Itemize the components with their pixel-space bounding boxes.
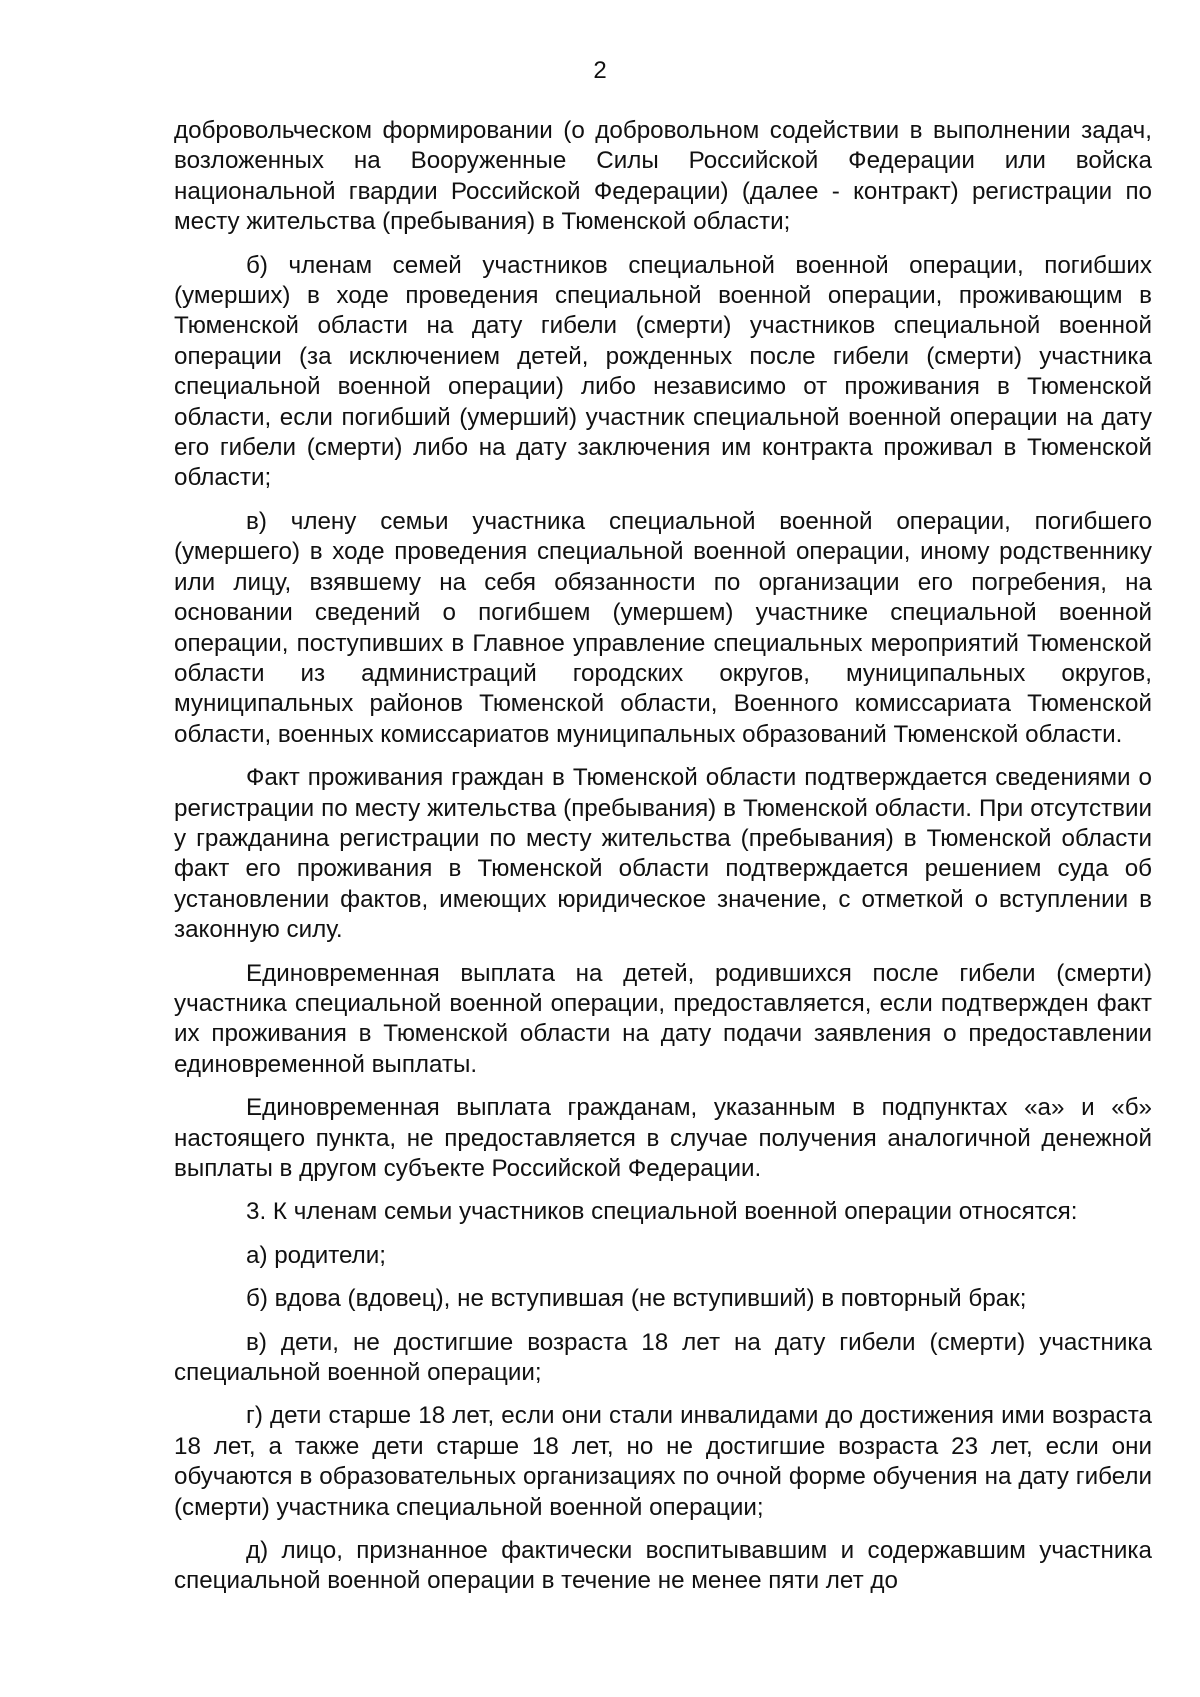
paragraph-family-v: в) дети, не достигшие возраста 18 лет на дату гибели (смерти) участника специальной военной операции; bbox=[174, 1328, 1152, 1387]
paragraph-family-d: д) лицо, признанное фактически воспитывавшим и содержавшим участника специальной военной операции в течение не менее пяти лет до bbox=[174, 1537, 1152, 1595]
paragraph-family-b: б) вдова (вдовец), не вступившая (не вступивший) в повторный брак; bbox=[246, 1285, 1027, 1313]
document-body bbox=[174, 116, 1152, 1610]
paragraph-family-g: г) дети старше 18 лет, если они стали инвалидами до достижения ими возраста 18 лет, а также дети старше 18 лет, но не достигшие возраста 23 лет, если они обучаются в образовательных организациях по очной форме обучения на дату гибели (смерти) участника специальной военной операции; bbox=[174, 1402, 1152, 1521]
page-number: 2 bbox=[593, 57, 607, 84]
paragraph-children-payment: Единовременная выплата на детей, родившихся после гибели (смерти) участника специальной военной операции, предоставляется, если подтвержден факт их проживания в Тюменской области на дату подачи заявления о предоставлении единовременной выплаты. bbox=[174, 959, 1152, 1078]
paragraph-family-a: а) родители; bbox=[246, 1241, 387, 1269]
paragraph-item-v: в) члену семьи участника специальной военной операции, погибшего (умершего) в ходе проведения специальной военной операции, иному родственнику или лицу, взявшему на себя обязанности по организации его погребения, на основании сведений о погибшем (умершем) участнике специальной военной операции, поступивших в Главное управление специальных мероприятий Тюменской области из администраций городских округов, муниципальных округов, муниципальных районов Тюменской области, Военного комиссариата Тюменской области, военных комиссариатов муниципальных образований Тюменской области. bbox=[174, 507, 1152, 748]
paragraph-continuation: добровольческом формировании (о добровольном содействии в выполнении задач, возложенных на Вооруженные Силы Российской Федерации или войска национальной гвардии Российской Федерации) (далее - контракт) регистрации по месту жительства (пребывания) в Тюменской области; bbox=[174, 117, 1152, 236]
paragraph-residence-fact: Факт проживания граждан в Тюменской области подтверждается сведениями о регистрации по месту жительства (пребывания) в Тюменской области. При отсутствии у гражданина регистрации по месту жительства (пребывания) в Тюменской области факт его проживания в Тюменской области подтверждается решением суда об установлении фактов, имеющих юридическое значение, с отметкой о вступлении в законную силу. bbox=[174, 764, 1152, 944]
paragraph-item-b: б) членам семей участников специальной военной операции, погибших (умерших) в ходе проведения специальной военной операции, проживающим в Тюменской области на дату гибели (смерти) участников специальной военной операции (за исключением детей, рожденных после гибели (смерти) участника специальной военной операции) либо независимо от проживания в Тюменской области, если погибший (умерший) участник специальной военной операции на дату его гибели (смерти) либо на дату заключения им контракта проживал в Тюменской области; bbox=[174, 251, 1152, 492]
paragraph-no-duplicate: Единовременная выплата гражданам, указанным в подпунктах «а» и «б» настоящего пункта, не предоставляется в случае получения аналогичной денежной выплаты в другом субъекте Российской Федерации. bbox=[174, 1094, 1152, 1182]
paragraph-point-3: 3. К членам семьи участников специальной военной операции относятся: bbox=[246, 1198, 1078, 1226]
